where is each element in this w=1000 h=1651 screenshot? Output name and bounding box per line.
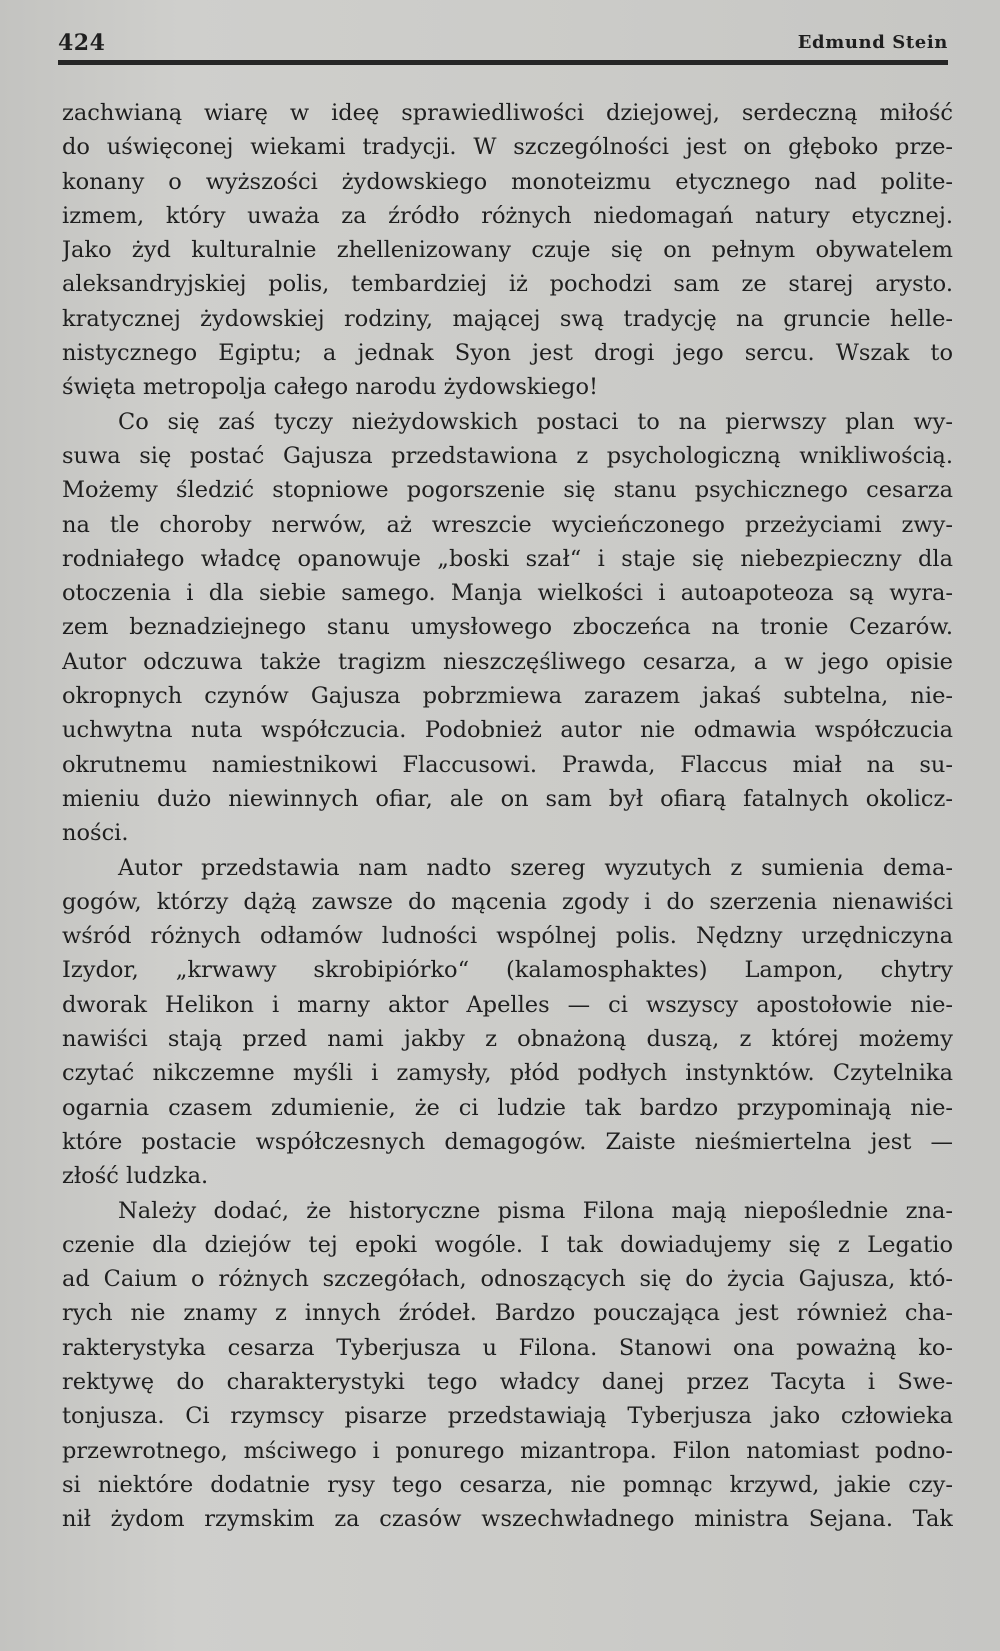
text-line: ad Caium o różnych szczegółach, odnoszących się do życia Gajusza, któ-: [62, 1266, 953, 1293]
text-line: Należy dodać, że historyczne pisma Filona mają niepoślednie zna-: [118, 1197, 953, 1224]
text-line: si niektóre dodatnie rysy tego cesarza, nie pomnąc krzywd, jakie czy-: [62, 1471, 953, 1498]
text-line: Możemy śledzić stopniowe pogorszenie się stanu psychicznego cesarza: [62, 477, 953, 504]
text-line: czytać nikczemne myśli i zamysły, płód podłych instynktów. Czytelnika: [62, 1060, 953, 1087]
running-head-author: Edmund Stein: [797, 32, 948, 53]
text-line: Jako żyd kulturalnie zhellenizowany czuje się on pełnym obywatelem: [62, 237, 953, 264]
text-line: złość ludzka.: [62, 1163, 209, 1190]
text-line: Co się zaś tyczy nieżydowskich postaci to na pierwszy plan wy-: [118, 408, 953, 435]
text-line: rych nie znamy z innych źródeł. Bardzo pouczająca jest również cha-: [62, 1300, 953, 1327]
text-line: kratycznej żydowskiej rodziny, mającej swą tradycję na gruncie helle-: [62, 305, 953, 332]
text-line: aleksandryjskiej polis, tembardziej iż pochodzi sam ze starej arysto.: [62, 271, 953, 298]
text-line: otoczenia i dla siebie samego. Manja wielkości i autoapoteoza są wyra-: [62, 580, 953, 607]
text-line: gogów, którzy dążą zawsze do mącenia zgody i do szerzenia nienawiści: [62, 888, 953, 915]
text-line: Autor przedstawia nam nadto szereg wyzutych z sumienia dema-: [118, 854, 953, 881]
body-text: [62, 96, 953, 1536]
text-line: okrutnemu namiestnikowi Flaccusowi. Prawda, Flaccus miał na su-: [62, 751, 953, 778]
text-line: tonjusza. Ci rzymscy pisarze przedstawiają Tyberjusza jako człowieka: [62, 1403, 953, 1430]
text-line: Autor odczuwa także tragizm nieszczęśliwego cesarza, a w jego opisie: [62, 648, 953, 675]
text-line: które postacie współczesnych demagogów. Zaiste nieśmiertelna jest —: [62, 1128, 953, 1155]
text-line: rektywę do charakterystyki tego władcy danej przez Tacyta i Swe-: [62, 1368, 953, 1395]
text-line: suwa się postać Gajusza przedstawiona z psychologiczną wnikliwością.: [62, 442, 953, 469]
text-line: okropnych czynów Gajusza pobrzmiewa zarazem jakaś subtelna, nie-: [62, 683, 953, 710]
text-line: izmem, który uważa za źródło różnych niedomagań natury etycznej.: [62, 202, 953, 229]
text-line: Izydor, „krwawy skrobipiórko“ (kalamosphaktes) Lampon, chytry: [62, 957, 953, 984]
text-line: przewrotnego, mściwego i ponurego mizantropa. Filon natomiast podno-: [62, 1437, 953, 1464]
text-line: zem beznadziejnego stanu umysłowego zboczeńca na tronie Cezarów.: [62, 614, 953, 641]
text-line: konany o wyższości żydowskiego monoteizmu etycznego nad polite-: [62, 168, 953, 195]
text-line: ności.: [62, 820, 129, 847]
header-rule: [58, 60, 948, 65]
text-line: nił żydom rzymskim za czasów wszechwładnego ministra Sejana. Tak: [62, 1506, 953, 1533]
text-line: ogarnia czasem zdumienie, że ci ludzie tak bardzo przypominają nie-: [62, 1094, 953, 1121]
text-line: zachwianą wiarę w ideę sprawiedliwości dziejowej, serdeczną miłość: [62, 100, 953, 126]
text-line: nawiści stają przed nami jakby z obnażoną duszą, z której możemy: [62, 1026, 953, 1053]
text-line: czenie dla dziejów tej epoki wogóle. I tak dowiadujemy się z Legatio: [62, 1231, 953, 1258]
text-line: rakterystyka cesarza Tyberjusza u Filona. Stanowi ona poważną ko-: [62, 1334, 953, 1361]
text-line: uchwytna nuta współczucia. Podobnież autor nie odmawia współczucia: [62, 717, 953, 744]
text-line: mieniu dużo niewinnych ofiar, ale on sam był ofiarą fatalnych okolicz-: [62, 785, 953, 812]
page-header: [58, 22, 948, 62]
text-line: do uświęconej wiekami tradycji. W szczególności jest on głęboko prze-: [62, 134, 953, 161]
text-line: święta metropolja całego narodu żydowskiego!: [62, 374, 599, 401]
page-number: 424: [58, 30, 106, 56]
text-line: wśród różnych odłamów ludności wspólnej polis. Nędzny urzędniczyna: [62, 923, 953, 950]
text-line: nistycznego Egiptu; a jednak Syon jest drogi jego sercu. Wszak to: [62, 340, 953, 367]
text-line: na tle choroby nerwów, aż wreszcie wycieńczonego przeżyciami zwy-: [62, 511, 953, 538]
text-line: dworak Helikon i marny aktor Apelles — ci wszyscy apostołowie nie-: [62, 991, 953, 1018]
text-line: rodniałego władcę opanowuje „boski szał“ i staje się niebezpieczny dla: [62, 545, 953, 572]
